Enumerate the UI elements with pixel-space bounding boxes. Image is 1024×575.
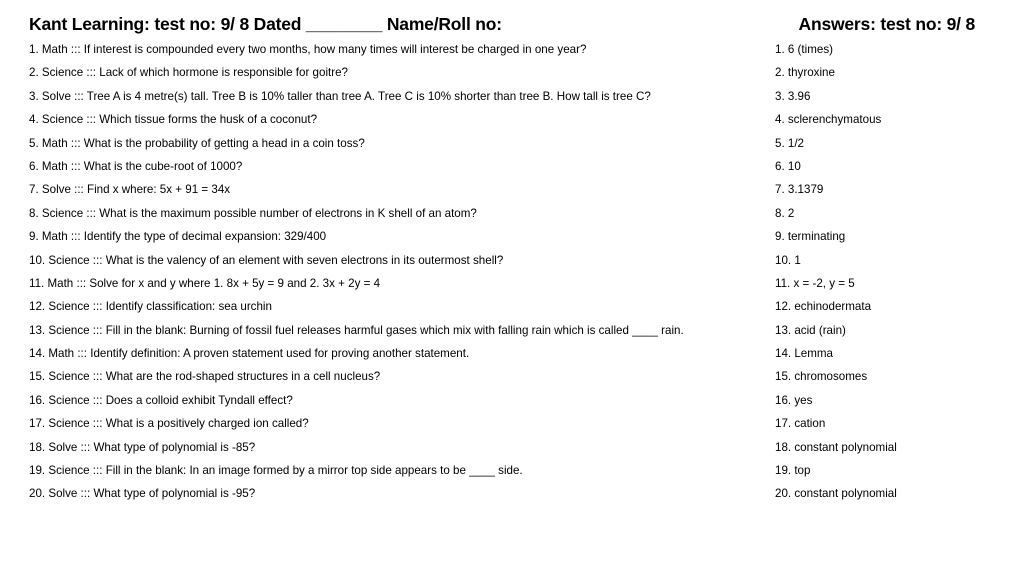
answer-item: 2. thyroxine [775, 66, 835, 80]
question-item: 17. Science ::: What is a positively charged ion called? [29, 417, 309, 431]
question-item: 8. Science ::: What is the maximum possible number of electrons in K shell of an atom? [29, 206, 477, 220]
question-item: 6. Math ::: What is the cube-root of 1000? [29, 159, 243, 173]
answer-item: 3. 3.96 [775, 89, 811, 103]
answer-item: 14. Lemma [775, 347, 833, 361]
question-item: 11. Math ::: Solve for x and y where 1. 8x + 5y = 9 and 2. 3x + 2y = 4 [29, 276, 381, 290]
answer-item: 13. acid (rain) [775, 323, 846, 337]
answer-item: 4. sclerenchymatous [775, 113, 882, 127]
question-item: 18. Solve ::: What type of polynomial is -85? [29, 440, 256, 454]
header [29, 14, 975, 40]
answers-list [775, 42, 1005, 510]
answer-item: 1. 6 (times) [775, 43, 833, 56]
answer-item: 9. terminating [775, 230, 846, 244]
question-item: 5. Math ::: What is the probability of getting a head in a coin toss? [29, 136, 365, 150]
answer-item: 6. 10 [775, 159, 801, 173]
question-item: 10. Science ::: What is the valency of an element with seven electrons in its outermost shell? [29, 253, 504, 267]
question-item: 15. Science ::: What are the rod-shaped structures in a cell nucleus? [29, 370, 381, 384]
question-item: 19. Science ::: Fill in the blank: In an image formed by a mirror top side appears to be ____ side. [29, 464, 523, 478]
answer-item: 5. 1/2 [775, 136, 805, 150]
answer-item: 15. chromosomes [775, 370, 868, 384]
answer-item: 12. echinodermata [775, 300, 872, 314]
answers-title: Answers: test no: 9/ 8 [798, 14, 975, 34]
question-item: 3. Solve ::: Tree A is 4 metre(s) tall. Tree B is 10% taller than tree A. Tree C is 10% shorter than tree B. How tall is tree C? [29, 89, 651, 103]
question-item: 13. Science ::: Fill in the blank: Burning of fossil fuel releases harmful gases which mix with falling rain which is called ____ rain. [29, 323, 684, 337]
question-item: 16. Science ::: Does a colloid exhibit Tyndall effect? [29, 393, 293, 407]
answer-item: 20. constant polynomial [775, 487, 897, 501]
question-item: 2. Science ::: Lack of which hormone is responsible for goitre? [29, 66, 348, 80]
question-item: 14. Math ::: Identify definition: A proven statement used for proving another statement. [29, 347, 470, 361]
test-title: Kant Learning: test no: 9/ 8 Dated ________ Name/Roll no: [29, 14, 502, 34]
answer-item: 16. yes [775, 393, 813, 407]
answer-item: 11. x = -2, y = 5 [775, 276, 855, 290]
question-item: 7. Solve ::: Find x where: 5x + 91 = 34x [29, 183, 231, 197]
answer-item: 7. 3.1379 [775, 183, 824, 197]
question-item: 1. Math ::: If interest is compounded every two months, how many times will interest be charged in one year? [29, 43, 587, 56]
questions-list [29, 42, 759, 510]
answer-item: 10. 1 [775, 253, 801, 267]
answer-item: 19. top [775, 464, 811, 478]
answer-item: 18. constant polynomial [775, 440, 897, 454]
question-item: 12. Science ::: Identify classification: sea urchin [29, 300, 272, 314]
question-item: 9. Math ::: Identify the type of decimal expansion: 329/400 [29, 230, 327, 244]
question-item: 4. Science ::: Which tissue forms the husk of a coconut? [29, 113, 318, 127]
answer-item: 17. cation [775, 417, 826, 431]
answer-item: 8. 2 [775, 206, 795, 220]
question-item: 20. Solve ::: What type of polynomial is -95? [29, 487, 256, 501]
